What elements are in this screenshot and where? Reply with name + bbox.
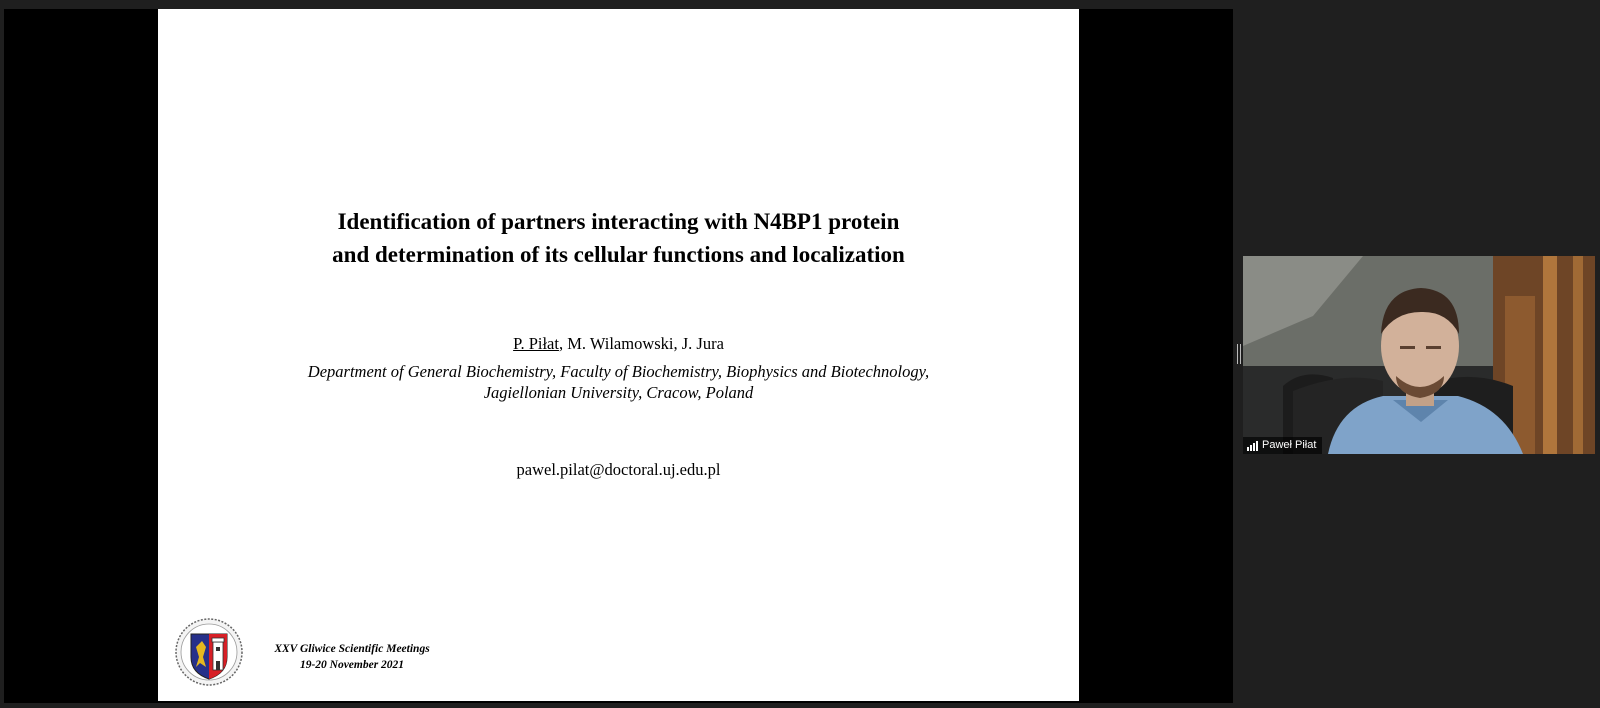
participant-name-tag bbox=[1243, 437, 1322, 454]
presenter-name: P. Piłat bbox=[513, 334, 559, 353]
affiliation-line-2: Jagiellonian University, Cracow, Poland bbox=[483, 383, 754, 402]
signal-bars-icon bbox=[1247, 441, 1258, 451]
presentation-slide bbox=[158, 9, 1079, 701]
slide-authors bbox=[158, 334, 1079, 354]
participant-video-tile[interactable] bbox=[1243, 256, 1595, 454]
participant-video bbox=[1243, 256, 1595, 454]
coauthor-names: , M. Wilamowski, J. Jura bbox=[558, 334, 724, 353]
slide-affiliation bbox=[158, 361, 1079, 403]
slide-email: pawel.pilat@doctoral.uj.edu.pl bbox=[516, 460, 721, 479]
slide-title-line-1: Identification of partners interacting with N4BP1 protein bbox=[337, 209, 900, 234]
conference-info bbox=[262, 641, 442, 673]
slide-title bbox=[158, 205, 1079, 271]
conference-dates: 19-20 November 2021 bbox=[299, 659, 405, 671]
conference-name: XXV Gliwice Scientific Meetings bbox=[274, 643, 430, 655]
panel-resize-handle[interactable] bbox=[1237, 344, 1241, 364]
participant-name: Paweł Piłat bbox=[1262, 439, 1317, 451]
slide-title-line-2: and determination of its cellular functions and localization bbox=[332, 242, 905, 267]
shared-screen-area bbox=[4, 9, 1233, 703]
affiliation-line-1: Department of General Biochemistry, Faculty of Biochemistry, Biophysics and Biotechnology, bbox=[307, 362, 930, 381]
conference-logo bbox=[174, 617, 244, 687]
